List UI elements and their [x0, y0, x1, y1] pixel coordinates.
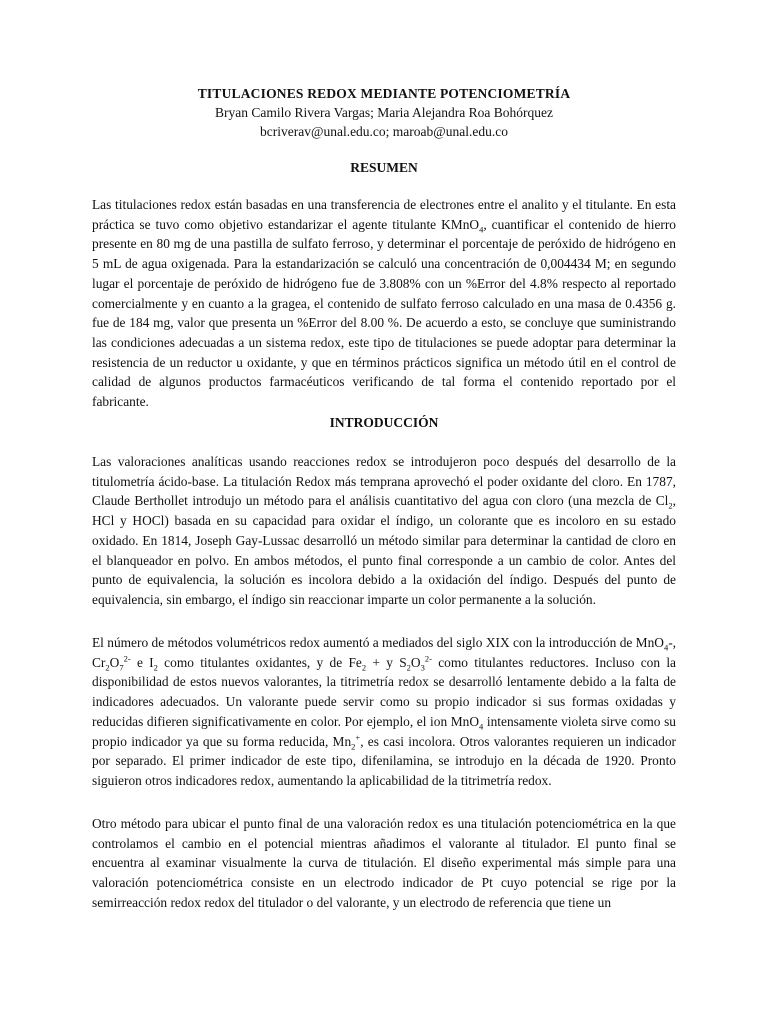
subscript-4: 4	[479, 721, 484, 732]
resumen-paragraph	[92, 195, 676, 412]
intro1-text-2: , HCl y HOCl) basada en su capacidad para oxidar el índigo, un colorante que es incoloro en su estado oxidado. En 1814, Joseph Gay-Lussac desarrolló un método similar para determinar la cantidad de cloro en el blanqueador en polvo. En ambos métodos, el punto final corresponde a un cambio de color. Antes del punto de equivalencia, la solución es incolora debido a la oxidación del índigo. Después del punto de equivalencia, sin embargo, el índigo sin reaccionar imparte un color permanente a la solución.	[92, 493, 676, 607]
subscript-2: 2	[406, 662, 411, 673]
resumen-text-2: , cuantificar el contenido de hierro presente en 80 mg de una pastilla de sulfato ferroso, y determinar el porcentaje de peróxido de hidrógeno en 5 mL de agua oxigenada. Para la estandarización se calculó una concentración de 0,004434 M; en segundo lugar el porcentaje de peróxido de hidrógeno fue de 3.808% con un %Error del 4.8% respecto al reportado comercialmente y en cuanto a la gragea, el contenido de sulfato ferroso calculado en una masa de 0.4356 g. fue de 184 mg, valor que presenta un %Error del 8.00 %. De acuerdo a esto, se concluye que suministrando las condiciones adecuadas a un sistema redox, este tipo de titulaciones se puede adoptar para determinar la resistencia de un reductor u oxidante, y que en términos prácticos significa un método útil en el control de calidad de algunos productos farmacéuticos verificando de tal forma el contenido reportado por el fabricante.	[92, 216, 676, 410]
introduccion-paragraph-2	[92, 633, 676, 791]
subscript-3: 3	[420, 662, 425, 673]
subscript-7: 7	[119, 662, 124, 673]
introduccion-heading: INTRODUCCIÓN	[329, 415, 439, 430]
document-emails: bcriverav@unal.edu.co; maroab@unal.edu.co	[260, 124, 508, 139]
intro2-text-i: intensamente violeta sirve como su propio indicador ya que su forma reducida, Mn	[92, 713, 676, 749]
subscript-4: 4	[479, 224, 484, 235]
subscript-2: 2	[668, 501, 673, 512]
superscript-plus: +	[355, 732, 361, 743]
resumen-text-1: Las titulaciones redox están basadas en una transferencia de electrones entre el analito y el titulante. En esta práctica se tuvo como objetivo estandarizar el agente titulante KMnO	[92, 197, 676, 232]
intro1-text-1: Las valoraciones analíticas usando reacciones redox se introdujeron poco después del desarrollo de la titulometría ácido-base. La titulación Redox más temprana aprovechó el poder oxidante del cloro. En 1787, Claude Berthollet introdujo un método para el análisis cuantitativo del agua con cloro (una mezcla de Cl	[92, 454, 676, 509]
introduccion-paragraph-1	[92, 452, 676, 610]
intro2-text-h: como titulantes reductores. Incluso con la disponibilidad de estos nuevos valorantes, la titrimetría redox se desarrolló lentamente debido a la falta de indicadores adecuados. Un valorante puede servir como su propio indicador si sus formas oxidadas y reducidas difieren significativamente en color. Por ejemplo, el ion MnO	[92, 654, 676, 729]
subscript-2: 2	[351, 741, 356, 752]
intro2-text-a: El número de métodos volumétricos redox aumentó a mediados del siglo XIX con la introducción de MnO	[92, 635, 664, 650]
resumen-heading: RESUMEN	[350, 160, 418, 175]
document-title: TITULACIONES REDOX MEDIANTE POTENCIOMETRÍA	[197, 86, 571, 101]
intro2-text-f: + y S	[366, 654, 407, 670]
intro2-text-d: e I	[130, 654, 154, 670]
subscript-2: 2	[105, 662, 110, 673]
superscript-2-minus: 2-	[123, 653, 131, 664]
intro2-text-j: , es casi incolora. Otros valorantes requieren un indicador por separado. El primer indicador de este tipo, difenilamina, se introdujo en la década de 1920. Pronto siguieron otros indicadores redox, aumentando la aplicabilidad de la titrimetría redox.	[92, 733, 677, 788]
intro2-text-g: O	[410, 654, 421, 670]
subscript-4: 4	[663, 642, 669, 653]
introduccion-paragraph-3: Otro método para ubicar el punto final de una valoración redox es una titulación potenciométrica en la que controlamos el cambio en el potencial mientras añadimos el valorante al titulador. El punto final se encuentra al examinar visualmente la curva de titulación. El diseño experimental más simple para una valoración potenciométrica consiste en un electrodo indicador de Pt cuyo potencial se rige por la semirreacción redox redox del titulador o del valorante, y un electrodo de referencia que tiene un	[92, 816, 676, 910]
document-authors: Bryan Camilo Rivera Vargas; Maria Alejandra Roa Bohórquez	[214, 105, 554, 120]
subscript-2: 2	[153, 662, 158, 673]
superscript-2-minus: 2-	[424, 653, 432, 664]
intro2-text-c: O	[109, 654, 120, 670]
intro2-text-b: -, Cr	[92, 635, 677, 670]
subscript-2: 2	[361, 662, 367, 673]
intro2-text-e: como titulantes oxidantes, y de Fe	[157, 654, 362, 670]
